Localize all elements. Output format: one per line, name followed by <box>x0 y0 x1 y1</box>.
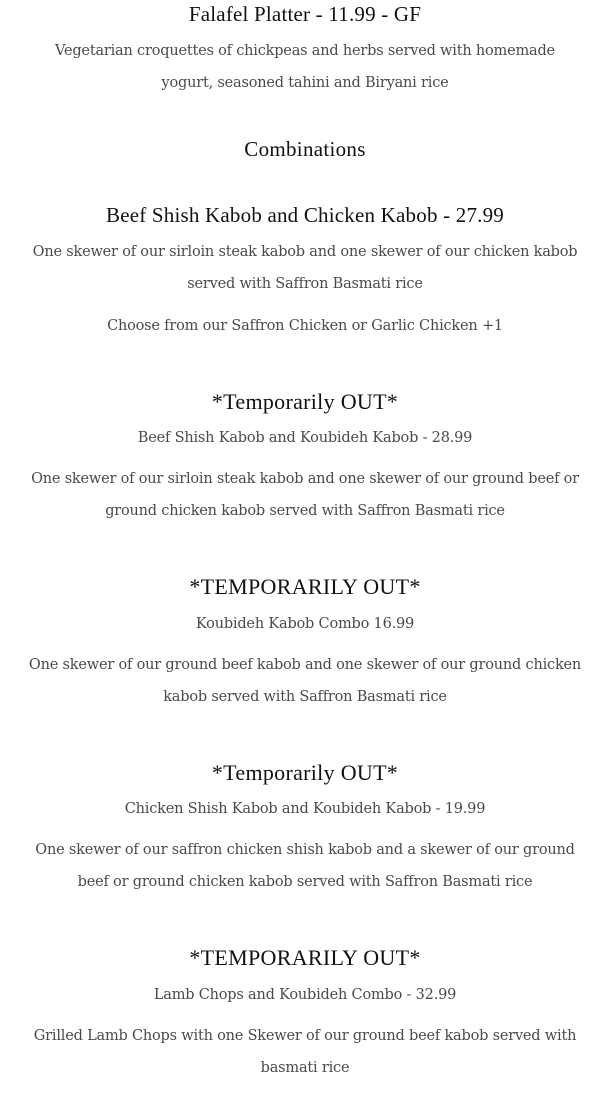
koubideh-combo-status: *TEMPORARILY OUT* <box>189 574 421 599</box>
koubideh-combo-description-line-2: kabob served with Saffron Basmati rice <box>163 689 447 705</box>
beef-chicken-note: Choose from our Saffron Chicken or Garlic Chicken +1 <box>107 318 503 334</box>
chicken-koubideh-status: *Temporarily OUT* <box>211 760 399 785</box>
beef-chicken-description-line-2: served with Saffron Basmati rice <box>187 276 423 292</box>
beef-koubideh-description-line-1: One skewer of our sirloin steak kabob and one skewer of our ground beef or <box>31 471 579 487</box>
beef-chicken-description-line-1: One skewer of our sirloin steak kabob and one skewer of our chicken kabob <box>32 244 578 260</box>
lamb-koubideh-description-line-2: basmati rice <box>260 1060 350 1076</box>
beef-chicken-title: Beef Shish Kabob and Chicken Kabob - 27.99 <box>106 203 504 227</box>
lamb-koubideh-status: *TEMPORARILY OUT* <box>189 945 421 970</box>
chicken-koubideh-description-line-1: One skewer of our saffron chicken shish kabob and a skewer of our ground <box>35 842 575 858</box>
lamb-koubideh-description-line-1: Grilled Lamb Chops with one Skewer of our ground beef kabob served with <box>33 1028 577 1044</box>
koubideh-combo-title: Koubideh Kabob Combo 16.99 <box>195 616 415 632</box>
chicken-koubideh-title: Chicken Shish Kabob and Koubideh Kabob - 19.99 <box>124 801 486 817</box>
falafel-description-line-1: Vegetarian croquettes of chickpeas and herbs served with homemade <box>55 43 555 59</box>
falafel-title: Falafel Platter - 11.99 - GF <box>188 2 422 26</box>
koubideh-combo-description-line-1: One skewer of our ground beef kabob and one skewer of our ground chicken <box>28 657 582 673</box>
falafel-description-line-2: yogurt, seasoned tahini and Biryani rice <box>161 75 449 91</box>
chicken-koubideh-description-line-2: beef or ground chicken kabob served with Saffron Basmati rice <box>77 874 533 890</box>
beef-koubideh-title: Beef Shish Kabob and Koubideh Kabob - 28.99 <box>137 430 473 446</box>
lamb-koubideh-title: Lamb Chops and Koubideh Combo - 32.99 <box>153 987 457 1003</box>
beef-koubideh-status: *Temporarily OUT* <box>211 389 399 414</box>
beef-koubideh-description-line-2: ground chicken kabob served with Saffron Basmati rice <box>105 503 505 519</box>
combinations-heading: Combinations <box>244 137 366 161</box>
